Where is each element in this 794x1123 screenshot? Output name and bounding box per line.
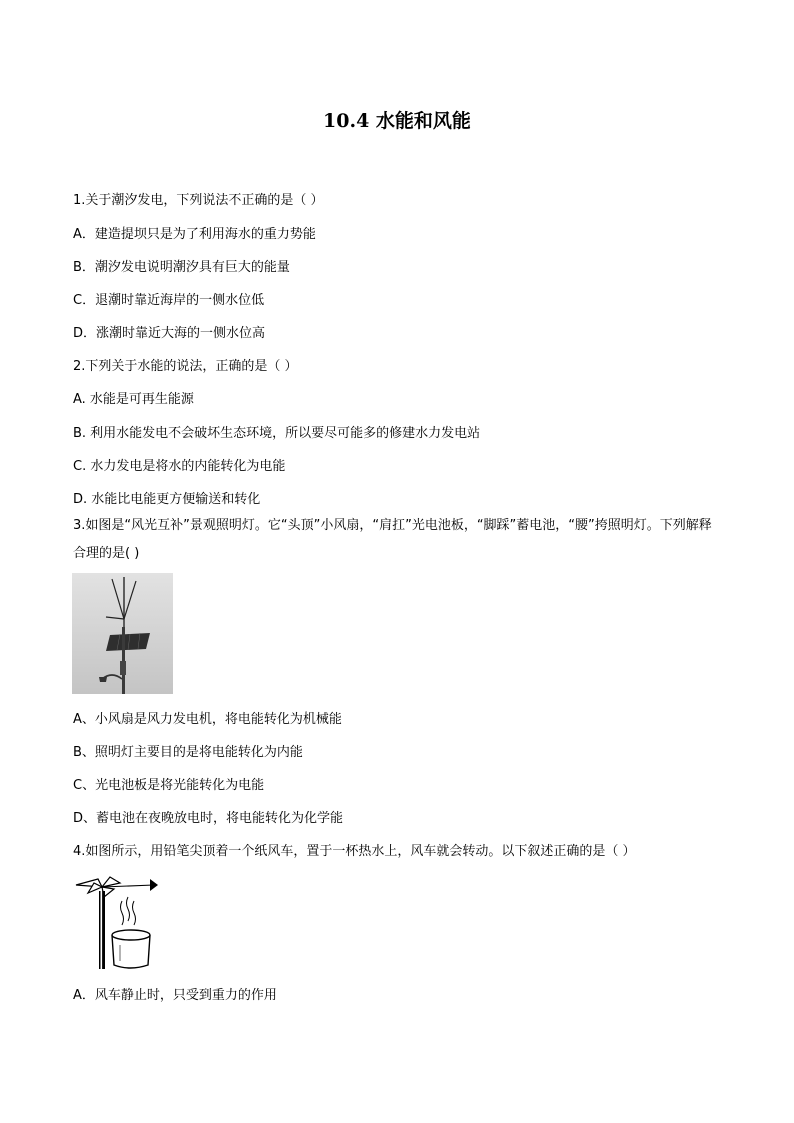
question-1-option-d: D．涨潮时靠近大海的一侧水位高 [73, 326, 266, 341]
question-4-option-a: A．风车静止时，只受到重力的作用 [73, 988, 277, 1003]
question-3-stem: 3.如图是“风光互补”景观照明灯。它“头顶”小风扇，“肩扛”光电池板，“脚踩”蓄电池，“腰”挎照明灯。下列解释合理的是( ) [73, 518, 712, 561]
question-1-option-b: B．潮汐发电说明潮汐具有巨大的能量 [73, 260, 290, 275]
question-1-option-a: A．建造提坝只是为了利用海水的重力势能 [73, 227, 316, 242]
wind-solar-lamp-photo [72, 573, 173, 694]
question-4-stem: 4.如图所示，用铅笔尖顶着一个纸风车，置于一杯热水上，风车就会转动。以下叙述正确的是（ ） [73, 844, 636, 859]
question-3-option-b: B、照明灯主要目的是将电能转化为内能 [73, 745, 303, 760]
paper-pinwheel-over-hot-water [74, 875, 160, 971]
page-title: 10.4 水能和风能 [323, 110, 471, 132]
question-1-option-c: C．退潮时靠近海岸的一侧水位低 [73, 293, 265, 308]
question-2-option-b: B. 利用水能发电不会破坏生态环境，所以要尽可能多的修建水力发电站 [73, 426, 481, 441]
question-2-option-d: D. 水能比电能更方便输送和转化 [73, 492, 261, 507]
question-3-option-c: C、光电池板是将光能转化为电能 [73, 778, 265, 793]
question-2-option-c: C. 水力发电是将水的内能转化为电能 [73, 459, 286, 474]
question-3-option-d: D、蓄电池在夜晚放电时，将电能转化为化学能 [73, 811, 344, 826]
question-3-option-a: A、小风扇是风力发电机，将电能转化为机械能 [73, 712, 342, 727]
question-2-stem: 2.下列关于水能的说法，正确的是（ ） [73, 359, 298, 374]
question-2-option-a: A. 水能是可再生能源 [73, 392, 194, 407]
question-1-stem: 1.关于潮汐发电，下列说法不正确的是（ ） [73, 193, 324, 208]
